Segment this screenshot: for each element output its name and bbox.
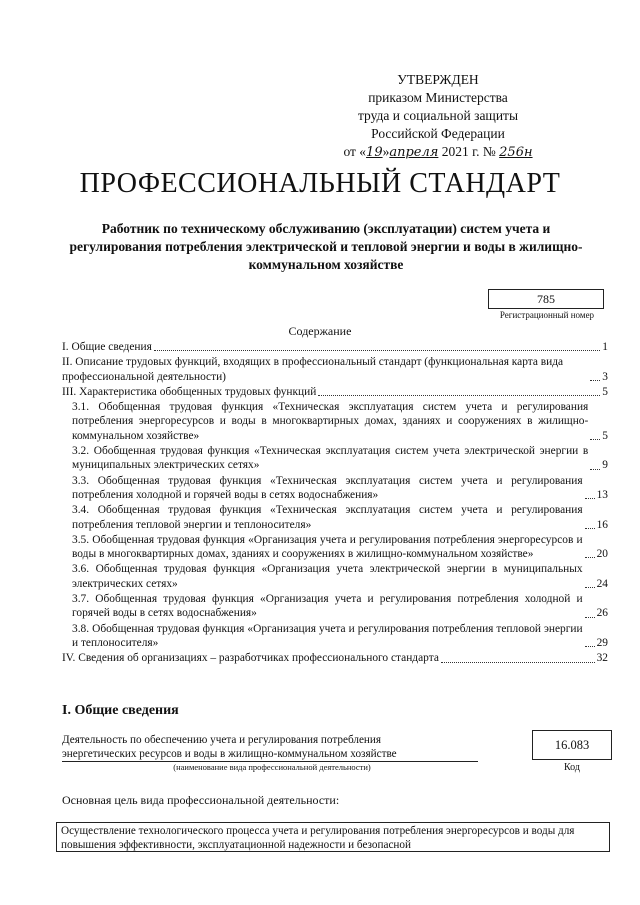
- goal-label: Основная цель вида профессиональной деятельности:: [62, 793, 340, 807]
- document-title: ПРОФЕССИОНАЛЬНЫЙ СТАНДАРТ: [79, 168, 561, 199]
- toc-heading: Содержание: [288, 324, 352, 338]
- approval-line-4: Российской Федерации: [371, 126, 505, 141]
- quote-close: »: [382, 144, 390, 159]
- handwritten-day: 19: [366, 145, 383, 160]
- activity-line-2: энергетических ресурсов и воды в жилищно-коммунальном хозяйстве: [62, 747, 478, 762]
- goal-text: Осуществление технологического процесса учета и регулирования потребления энергоресурсов и воды для повышения эффективности, эксплуатационной надежности и безопасной: [56, 822, 610, 852]
- approval-line-3: труда и социальной защиты: [357, 108, 519, 123]
- activity-code: 16.083: [532, 730, 612, 760]
- toc-item[interactable]: 3.4. Обобщенная трудовая функция «Техническая эксплуатация систем учета и регулирования потребления тепловой энергии и теплоносителя» 16: [72, 504, 608, 531]
- approval-line-2: приказом Министерства: [368, 90, 508, 105]
- toc-item[interactable]: IV. Сведения об организациях – разработчиках профессионального стандарта 32: [62, 652, 608, 665]
- handwritten-month: апреля: [389, 145, 439, 160]
- document-subtitle: Работник по техническому обслуживанию (эксплуатации) систем учета и регулирования потребления электрической и тепловой энергии и воды в жилищно-коммунальном хозяйстве: [69, 221, 583, 272]
- approval-line-1: УТВЕРЖДЕН: [397, 72, 479, 87]
- registration-label: Регистрационный номер: [499, 310, 595, 320]
- date-year: 2021 г. №: [438, 144, 500, 159]
- toc-item[interactable]: 3.2. Обобщенная трудовая функция «Техническая эксплуатация систем учета электрической энергии в муниципальных электрических сетях» 9: [72, 445, 608, 472]
- approval-date-line: [318, 143, 558, 162]
- toc-item[interactable]: 3.5. Обобщенная трудовая функция «Организация учета и регулирования потребления энергоресурсов и воды в многоквартирных домах, зданиях и сооружениях в жилищно-коммунальном хозяйстве» 20: [72, 533, 608, 561]
- activity-caption: (наименование вида профессиональной деятельности): [173, 762, 371, 772]
- toc-item[interactable]: II. Описание трудовых функций, входящих в профессиональный стандарт (функциональная карта вида профессиональной деятельности) 3: [62, 356, 608, 383]
- registration-number: 785: [488, 289, 604, 309]
- approval-block: [318, 71, 558, 162]
- handwritten-order-number: 256н: [499, 145, 533, 160]
- toc-item[interactable]: 3.1. Обобщенная трудовая функция «Техническая эксплуатация систем учета и регулирования потребления энергоресурсов и воды в многоквартирных домах, зданиях и сооружениях в жилищно-коммунальном хозяйстве» 5: [72, 401, 608, 442]
- activity-name: [62, 733, 472, 762]
- date-prefix: от «: [343, 144, 367, 159]
- toc-item[interactable]: 3.7. Обобщенная трудовая функция «Организация учета и регулирования потребления холодной и горячей воды в сетях водоснабжения» 26: [72, 593, 608, 620]
- code-label: Код: [564, 762, 580, 773]
- toc-item[interactable]: 3.8. Обобщенная трудовая функция «Организация учета и регулирования потребления тепловой энергии и теплоносителя» 29: [72, 622, 608, 649]
- toc-item[interactable]: III. Характеристика обобщенных трудовых функций 5: [62, 385, 608, 398]
- toc-item[interactable]: I. Общие сведения 1: [62, 341, 608, 353]
- section-heading: I. Общие сведения: [62, 703, 179, 718]
- toc-item[interactable]: 3.6. Обобщенная трудовая функция «Организация учета электрической энергии в муниципальных электрических сетях» 24: [72, 563, 608, 590]
- table-of-contents: [62, 340, 608, 667]
- activity-line-1: Деятельность по обеспечению учета и регулирования потребления: [62, 734, 382, 746]
- toc-item[interactable]: 3.3. Обобщенная трудовая функция «Техническая эксплуатация систем учета и регулирования потребления холодной и горячей воды в сетях водоснабжения» 13: [72, 474, 608, 501]
